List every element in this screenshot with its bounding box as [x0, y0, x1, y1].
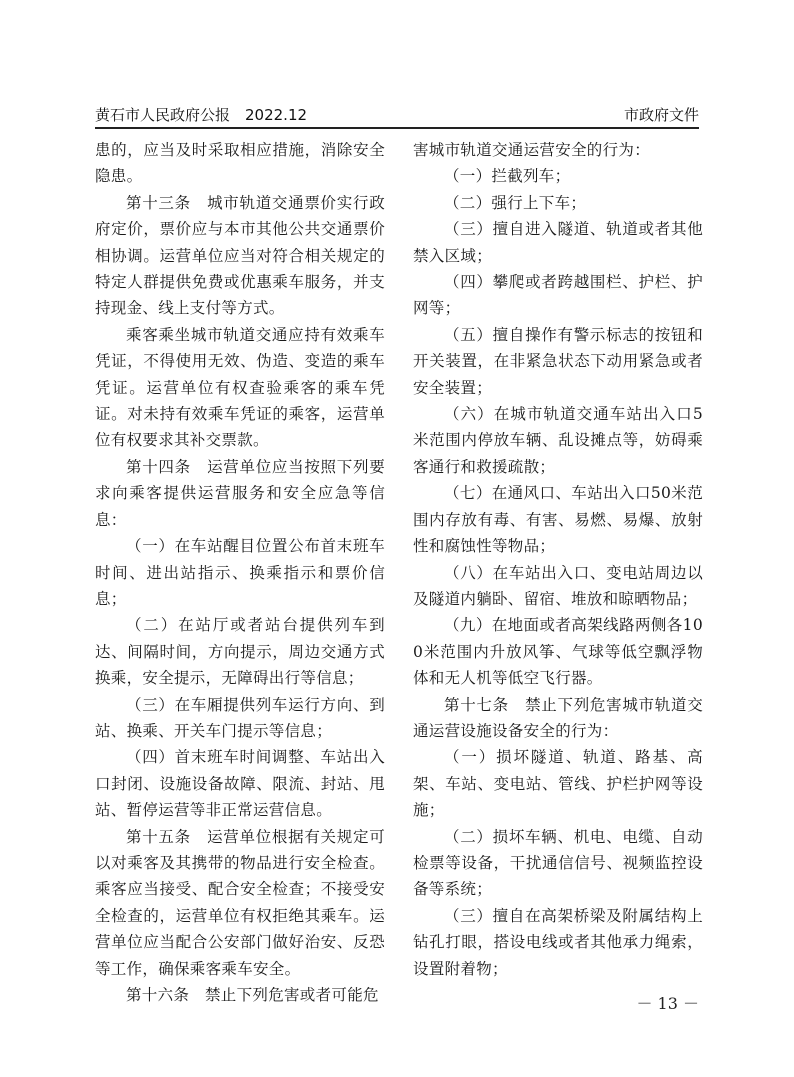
section-label: 市政府文件 [623, 106, 699, 124]
publication-title: 黄石市人民政府公报 2022.12 [95, 106, 308, 124]
page-number: － 13 － [636, 994, 699, 1013]
paragraph: 第十六条 禁止下列危害或者可能危 [126, 986, 379, 1004]
paragraph: （一）在车站醒目位置公布首末班车时间、进出站指示、换乘指示和票价信息； [95, 537, 385, 608]
paragraph: （五）擅自操作有警示标志的按钮和开关装置，在非紧急状态下动用紧急或者安全装置； [413, 325, 703, 397]
paragraph: 乘客乘坐城市轨道交通应持有效乘车凭证，不得使用无效、伪造、变造的乘车凭证。运营单位有权查验乘客的乘车凭证。对未持有效乘车凭证的乘客，运营单位有权要求其补交票款。 [95, 325, 385, 450]
paragraph: （二）在站厅或者站台提供列车到达、间隔时间，方向提示，周边交通方式换乘，安全提示，无障碍出行等信息； [95, 616, 385, 688]
paragraph: （三）在车厢提供列车运行方向、到站、换乘、开关车门提示等信息； [95, 695, 385, 740]
paragraph: （四）攀爬或者跨越围栏、护栏、护网等； [413, 273, 703, 318]
paragraph: （二）强行上下车； [444, 193, 587, 212]
paragraph: 第十七条 禁止下列危害城市轨道交通运营设施设备安全的行为： [413, 695, 703, 740]
paragraph: （三）擅自在高架桥梁及附属结构上钻孔打眼，搭设电线或者其他承力绳索，设置附着物； [413, 906, 703, 978]
paragraph: （六）在城市轨道交通车站出入口5米范围内停放车辆、乱设摊点等，妨碍乘客通行和救援疏散； [413, 405, 703, 476]
paragraph: （三）擅自进入隧道、轨道或者其他禁入区域； [413, 220, 703, 265]
paragraph: （一）损坏隧道、轨道、路基、高架、车站、变电站、管线、护栏护网等设施； [413, 748, 703, 820]
paragraph: 害城市轨道交通运营安全的行为： [413, 141, 651, 159]
paragraph: （九）在地面或者高架线路两侧各100米范围内升放风筝、气球等低空飘浮物体和无人机等低空飞行器。 [413, 616, 703, 688]
paragraph: （八）在车站出入口、变电站周边以及隧道内躺卧、留宿、堆放和晾晒物品； [413, 563, 703, 608]
paragraph: 第十五条 运营单位根据有关规定可以对乘客及其携带的物品进行安全检查。乘客应当接受、配合安全检查；不接受安全检查的，运营单位有权拒绝其乘车。运营单位应当配合公安部门做好治安、反恐等工作，确保乘客乘车安全。 [95, 827, 385, 978]
right-column [413, 137, 703, 982]
paragraph: （二）损坏车辆、机电、电缆、自动检票等设备，干扰通信信号、视频监控设备等系统； [413, 827, 703, 899]
paragraph: 第十四条 运营单位应当按照下列要求向乘客提供运营服务和安全应急等信息： [95, 457, 385, 529]
paragraph: 患的，应当及时采取相应措施，消除安全隐患。 [95, 141, 385, 186]
page-header [95, 104, 699, 126]
paragraph: （一）拦截列车； [444, 167, 571, 186]
left-column [95, 137, 385, 1008]
paragraph: 第十三条 城市轨道交通票价实行政府定价，票价应与本市其他公共交通票价相协调。运营单位应当对符合相关规定的特定人群提供免费或优惠乘车服务，并支持现金、线上支付等方式。 [95, 193, 385, 318]
header-rule [95, 127, 699, 129]
paragraph: （七）在通风口、车站出入口50米范围内存放有毒、有害、易燃、易爆、放射性和腐蚀性等物品； [413, 484, 703, 556]
paragraph: （四）首末班车时间调整、车站出入口封闭、设施设备故障、限流、封站、甩站、暂停运营等非正常运营信息。 [95, 748, 385, 820]
